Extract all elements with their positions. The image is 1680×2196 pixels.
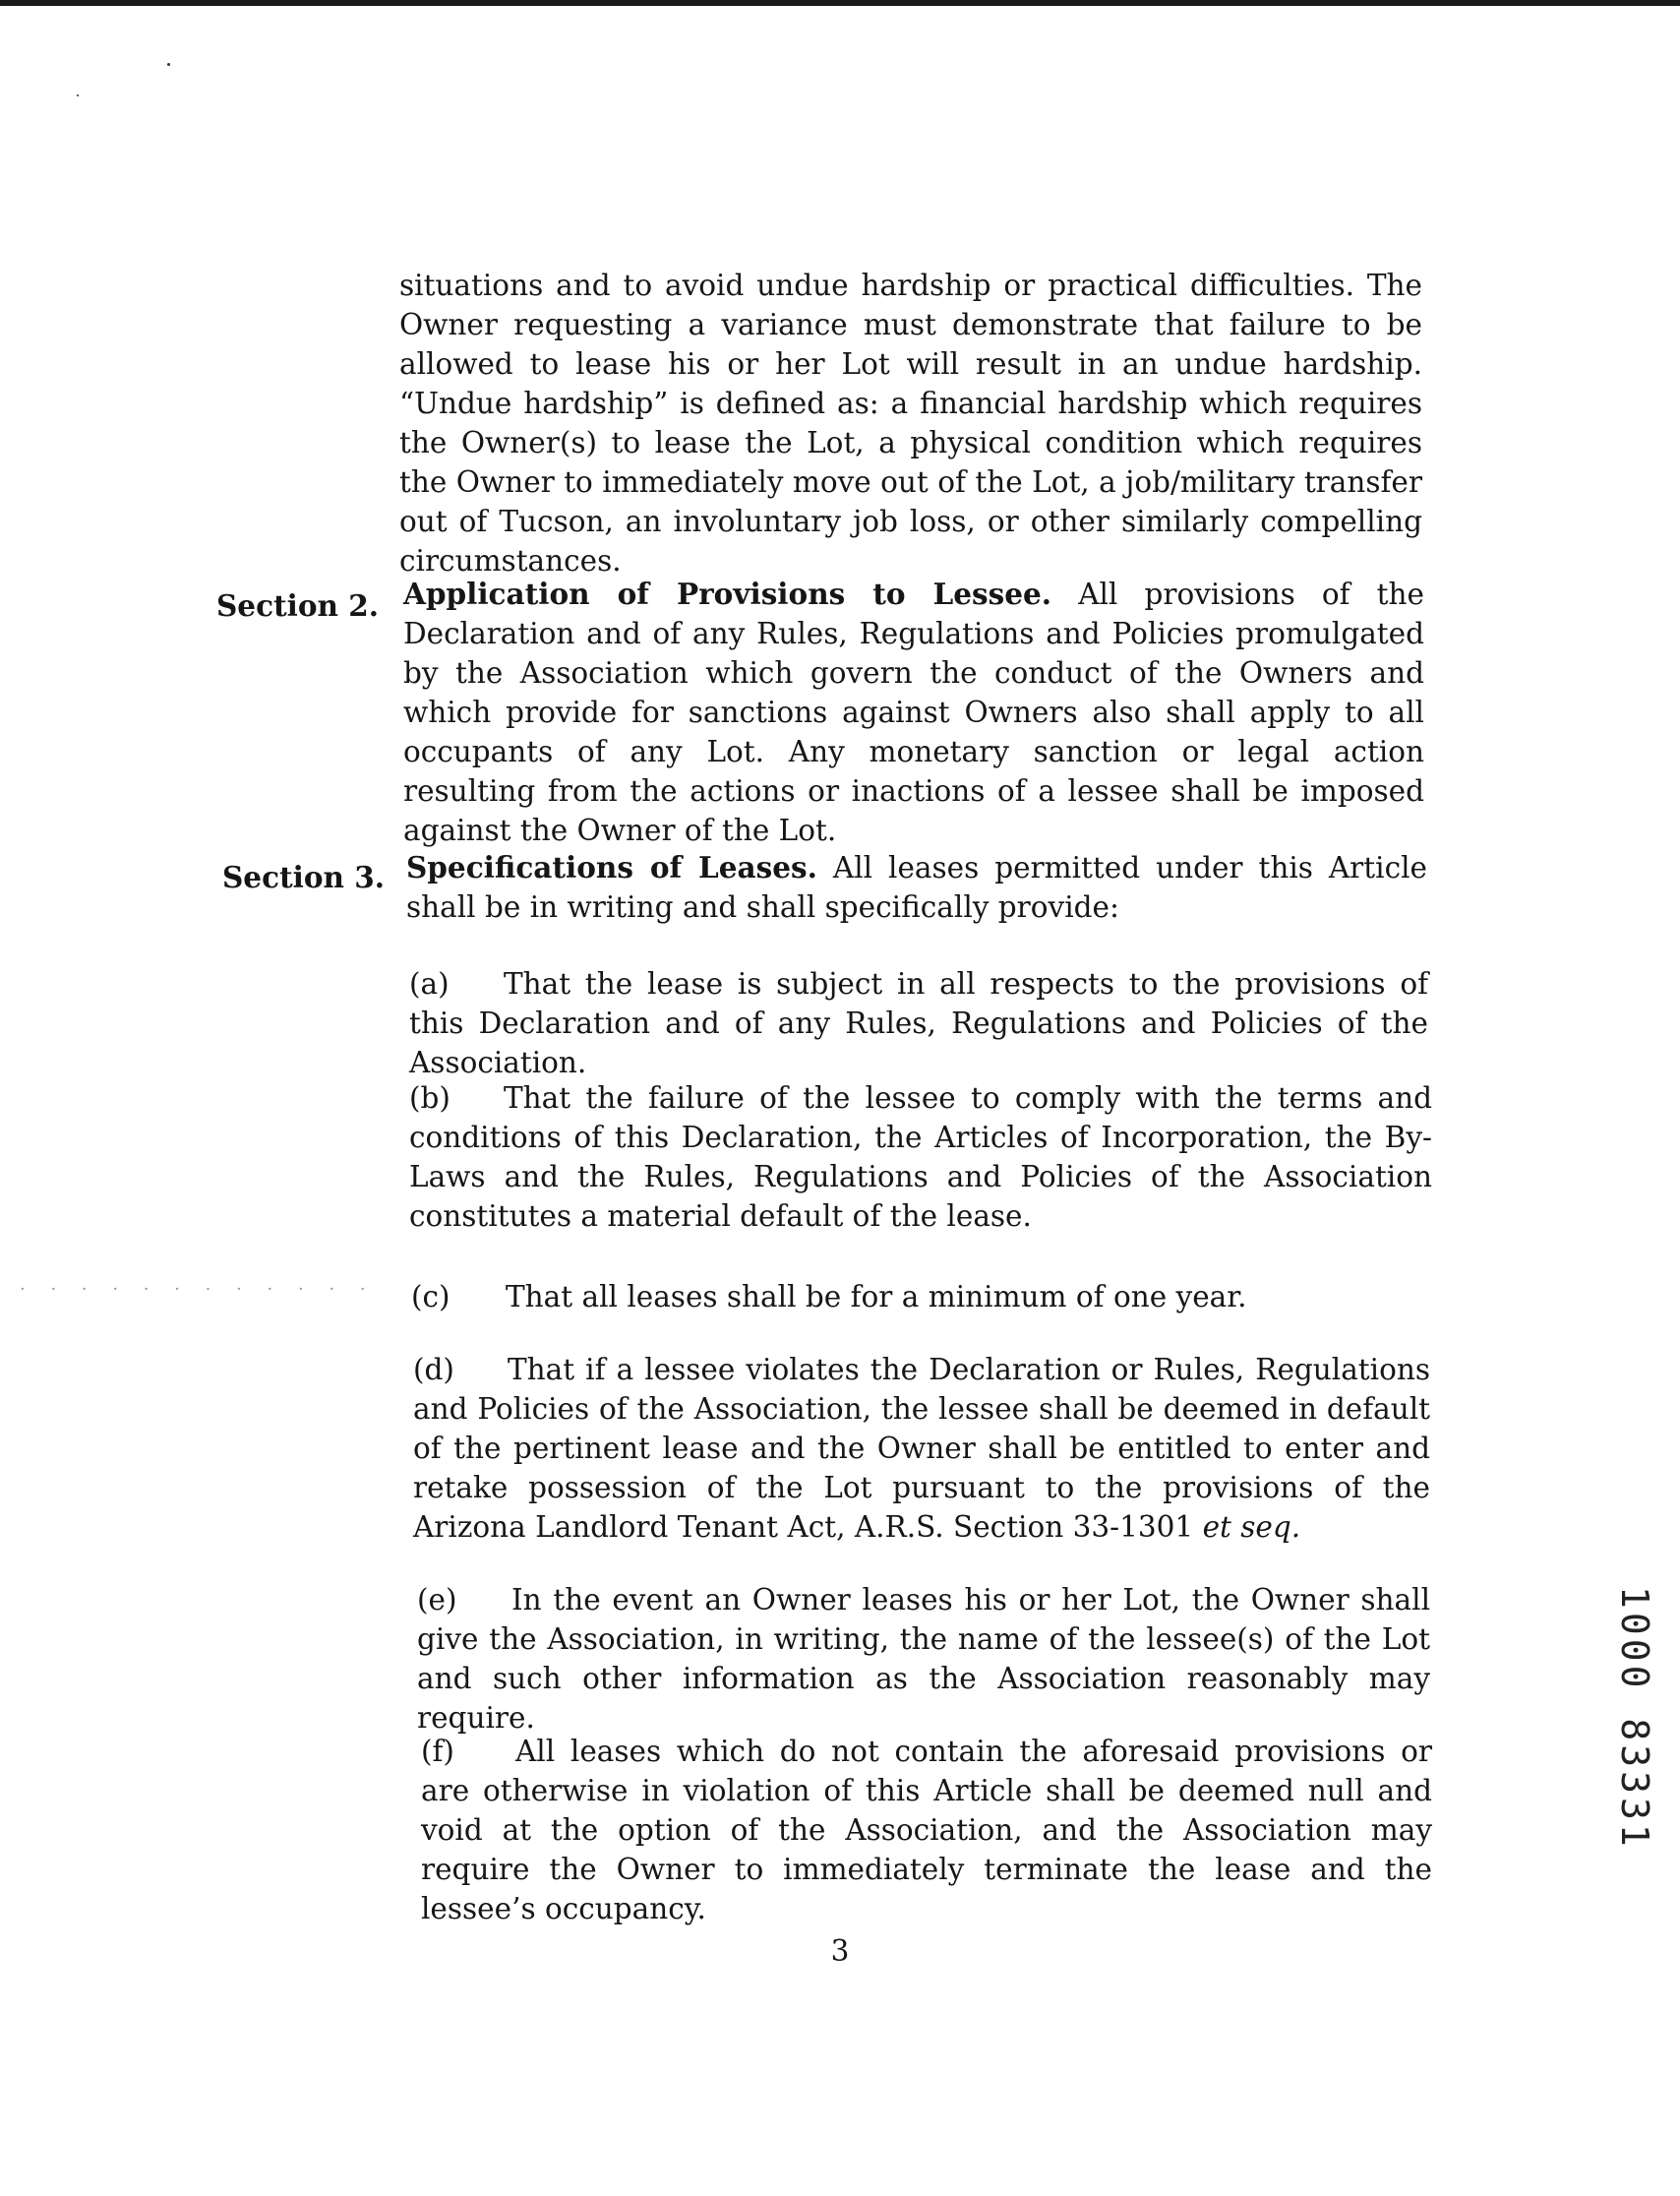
list-item-b	[409, 1078, 1432, 1236]
list-item-e	[417, 1580, 1430, 1738]
item-a-label: (a)	[409, 967, 450, 1001]
scan-speck	[77, 94, 79, 96]
scan-noise: · · · · · · · · · · · ·	[20, 1279, 376, 1300]
section-2-paragraph	[403, 575, 1424, 850]
opening-paragraph: situations and to avoid undue hardship or practical difficulties. The Owner requesting a variance must demonstrate that failure to be allowed to lease his or her Lot will result in an undue hardship. “Undue hardship” is defined as: a financial hardship which requires the Owner(s) to lease the Lot, a physical condition which requires the Owner to immediately move out of the Lot, a job/military transfer out of Tucson, an involuntary job loss, or other similarly compelling circumstances.	[399, 269, 1422, 578]
section-3-body: All leases permitted under this Article shall be in writing and shall specifically provide:	[406, 851, 1427, 924]
page-number: 3	[830, 1934, 850, 1968]
scan-top-edge	[0, 0, 1680, 6]
item-e-label: (e)	[417, 1583, 457, 1616]
item-c-text: That all leases shall be for a minimum of one year.	[506, 1280, 1247, 1313]
item-f-text: All leases which do not contain the aforesaid provisions or are otherwise in violation of this Article shall be deemed null and void at the option of the Association, and the Association may require the Owner to immediately terminate the lease and the lessee’s occupancy.	[421, 1735, 1432, 1925]
item-b-text: That the failure of the lessee to comply with the terms and conditions of this Declaration, the Articles of Incorporation, the By-Laws and the Rules, Regulations and Policies of the Association constitutes a material default of the lease.	[409, 1081, 1432, 1233]
list-item-c	[411, 1277, 1434, 1316]
section-2-heading: Application of Provisions to Lessee.	[403, 577, 1052, 611]
section-3-heading: Specifications of Leases.	[406, 850, 817, 884]
section-3-paragraph	[406, 848, 1427, 927]
item-d-italic: et seq.	[1202, 1510, 1301, 1544]
section-2-label: Section 2.	[216, 588, 380, 623]
list-item-a	[409, 964, 1428, 1082]
list-item-d	[413, 1350, 1430, 1547]
list-item-f	[421, 1732, 1432, 1928]
item-a-text: That the lease is subject in all respects to the provisions of this Declaration and of any Rules, Regulations and Policies of the Association.	[409, 967, 1428, 1079]
item-f-label: (f)	[421, 1735, 454, 1768]
item-d-text: That if a lessee violates the Declaration or Rules, Regulations and Policies of the Association, the lessee shall be deemed in default of the pertinent lease and the Owner shall be entitled to enter and retake possession of the Lot pursuant to the provisions of the Arizona Landlord Tenant Act, A.R.S. Section 33-1301	[413, 1353, 1430, 1544]
side-stamp: 1000 83331	[1613, 1586, 1656, 1851]
item-d-label: (d)	[413, 1353, 454, 1386]
scan-speck	[167, 63, 170, 66]
item-e-text: In the event an Owner leases his or her Lot, the Owner shall give the Association, in writing, the name of the lessee(s) of the Lot and such other information as the Association reasonably may require.	[417, 1583, 1430, 1735]
section-2-body: All provisions of the Declaration and of any Rules, Regulations and Policies promulgated by the Association which govern the conduct of the Owners and which provide for sanctions against Owners also shall apply to all occupants of any Lot. Any monetary sanction or legal action resulting from the actions or inactions of a lessee shall be imposed against the Owner of the Lot.	[403, 578, 1424, 847]
section-3-label: Section 3.	[222, 860, 386, 894]
item-b-label: (b)	[409, 1081, 450, 1115]
item-c-label: (c)	[411, 1280, 450, 1313]
